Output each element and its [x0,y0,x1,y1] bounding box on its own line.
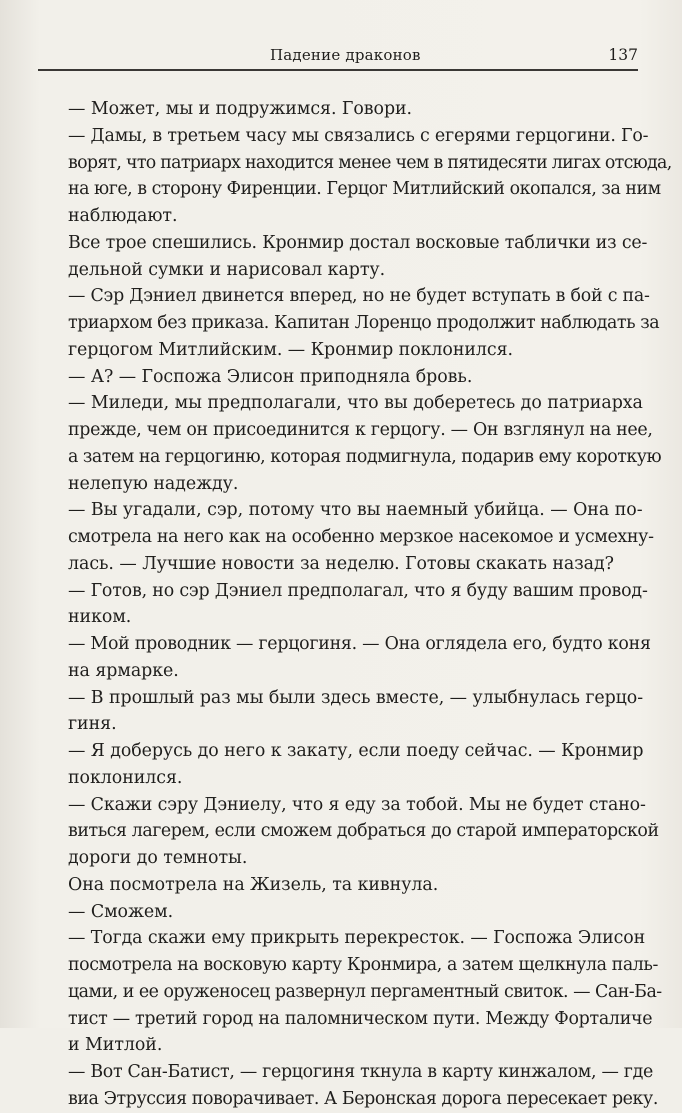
page-header [38,46,638,72]
text-line: на ярмарке. [68,660,179,681]
text-line: герцогом Митлийским. — Кронмир поклонился. [68,339,514,360]
text-line: — Мой проводник — герцогиня. — Она оглядела его, будто коня [68,634,651,654]
text-line: и Митлой. [68,1035,163,1056]
text-line: — В прошлый раз мы были здесь вместе, — улыбнулась герцо- [68,687,644,708]
text-line: тист — третий город на паломническом пути. Между Форталиче [68,1008,653,1029]
text-line: — Вы угадали, сэр, потому что вы наемный убийца. — Она по- [68,500,643,521]
text-line: — Тогда скажи ему прикрыть перекресток. — Госпожа Элисон [68,928,646,949]
text-line: — Я доберусь до него к закату, если поеду сейчас. — Кронмир [68,741,644,761]
text-line: ником. [68,607,132,628]
text-line: ворят, что патриарх находится менее чем в пятидесяти лигах отсюда, [68,152,672,173]
body-text [68,96,672,1113]
text-line: наблюдают. [68,206,178,226]
text-line: нелепую надежду. [68,473,239,494]
text-line: виа Этруссия поворачивает. А Беронская дорога пересекает реку. [68,1088,658,1109]
text-line: посмотрела на восковую карту Кронмира, а затем щелкнула паль- [68,955,658,975]
text-line: на юге, в сторону Фиренции. Герцог Митлийский окопался, за ним [68,179,661,200]
text-line: цами, и ее оруженосец развернул пергаментный свиток. — Сан-Ба- [68,981,662,1002]
text-line: — Миледи, мы предполагали, что вы доберетесь до патриарха [68,393,643,414]
text-line: — Сможем. [68,901,174,922]
text-line: — Дамы, в третьем часу мы связались с егерями герцогини. Го- [68,125,649,146]
text-line: виться лагерем, если сможем добраться до старой императорской [68,821,659,842]
text-line: — Может, мы и подружимся. Говори. [68,99,413,119]
text-line: смотрела на него как на особенно мерзкое насекомое и усмехну- [68,527,654,547]
text-line: дороги до темноты. [68,848,248,868]
text-line: а затем на герцогиню, которая подмигнула, подарив ему короткую [68,446,662,467]
text-line: — Сэр Дэниел двинется вперед, но не будет вступать в бой с па- [68,286,650,307]
text-line: — Готов, но сэр Дэниел предполагал, что я буду вашим провод- [68,580,648,601]
text-line: триархом без приказа. Капитан Лоренцо продолжит наблюдать за [68,313,660,333]
page-number: 137 [608,46,638,64]
text-line: Она посмотрела на Жизель, та кивнула. [68,874,439,895]
running-head: Падение драконов [270,46,421,64]
text-line: — А? — Госпожа Элисон приподняла бровь. [68,366,473,387]
text-line: дельной сумки и нарисовал карту. [68,259,386,280]
text-line: — Вот Сан-Батист, — герцогиня ткнула в карту кинжалом, — где [68,1062,654,1082]
header-rule [38,69,638,71]
text-line: гиня. [68,714,117,735]
text-line: — Скажи сэру Дэниелу, что я еду за тобой. Мы не будет стано- [68,794,646,815]
text-line: Все трое спешились. Кронмир достал восковые таблички из се- [68,232,648,253]
text-line: прежде, чем он присоединится к герцогу. — Он взглянул на нее, [68,420,653,440]
text-line: лась. — Лучшие новости за неделю. Готовы скакать назад? [68,553,614,574]
text-line: поклонился. [68,767,183,788]
